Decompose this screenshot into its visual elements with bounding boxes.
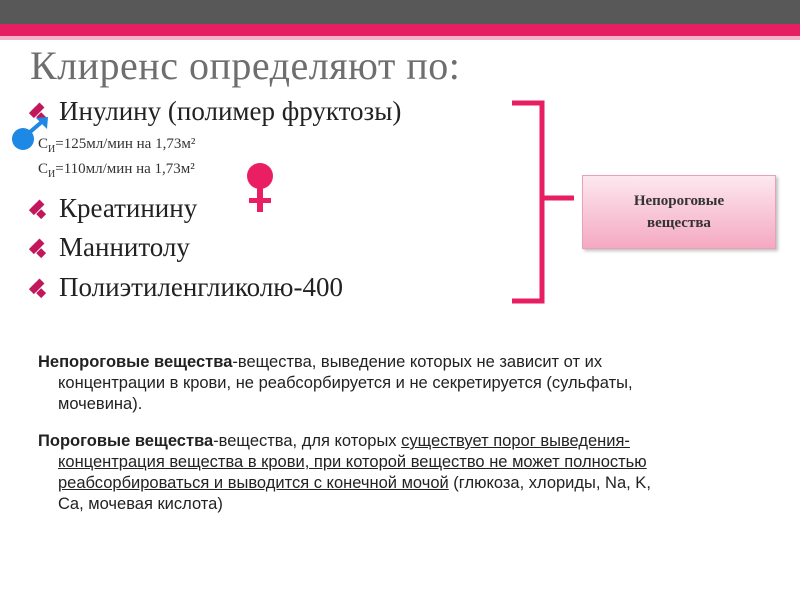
bullet-text: Инулину (полимер фруктозы) [59, 96, 402, 126]
curly-bracket [508, 100, 578, 304]
accent-line [0, 36, 800, 40]
inulin-clearance-male [38, 136, 195, 155]
slide-title: Клиренс определяют по: [30, 43, 461, 88]
clearance-subscript: И [48, 144, 56, 155]
box-label-line2: вещества [647, 215, 711, 231]
bullet-text: Маннитолу [59, 232, 190, 262]
clearance-value: =110мл/мин на 1,73м² [55, 161, 195, 177]
bullet-text: Креатинину [59, 193, 198, 223]
definition-term: Непороговые вещества [38, 353, 233, 371]
non-threshold-box [582, 175, 776, 249]
bullet-peg [32, 272, 343, 303]
inulin-clearance-female [38, 161, 195, 180]
bullet-diamond-icon [32, 240, 47, 255]
female-symbol-icon [240, 160, 280, 216]
box-label-line1: Непороговые [633, 193, 725, 209]
clearance-symbol: C [38, 136, 49, 152]
top-bar [0, 0, 800, 24]
definition-underlined: реабсорбироваться и выводится с конечной мочой [58, 474, 449, 492]
non-threshold-definition [38, 352, 778, 415]
definition-text: (глюкоза, хлориды, Na, K, [448, 474, 651, 492]
clearance-symbol: C [38, 161, 49, 177]
bullet-diamond-icon [32, 280, 47, 295]
bullet-mannitol [32, 232, 190, 263]
clearance-value: =125мл/мин на 1,73м² [55, 136, 196, 152]
definition-text: Ca, мочевая кислота) [58, 495, 223, 513]
definition-term: Пороговые вещества [38, 432, 214, 450]
definition-underlined: концентрация вещества в крови, при которой вещество не может полностью [58, 453, 647, 471]
definition-text: мочевина). [58, 395, 143, 413]
clearance-subscript: И [48, 169, 56, 180]
bullet-creatinine [32, 193, 197, 224]
definition-text: концентрации в крови, не реабсорбируется и не секретируется (сульфаты, [58, 374, 633, 392]
definition-text: -вещества, выведение которых не зависит от их [232, 353, 603, 371]
definition-text: -вещества, для которых [213, 432, 402, 450]
bullet-inulin [32, 96, 401, 127]
definition-underlined: существует порог выведения- [401, 432, 630, 450]
bullet-diamond-icon [32, 201, 47, 216]
bullet-text: Полиэтиленгликолю-400 [59, 272, 343, 302]
threshold-definition [38, 431, 778, 515]
accent-band [0, 24, 800, 36]
